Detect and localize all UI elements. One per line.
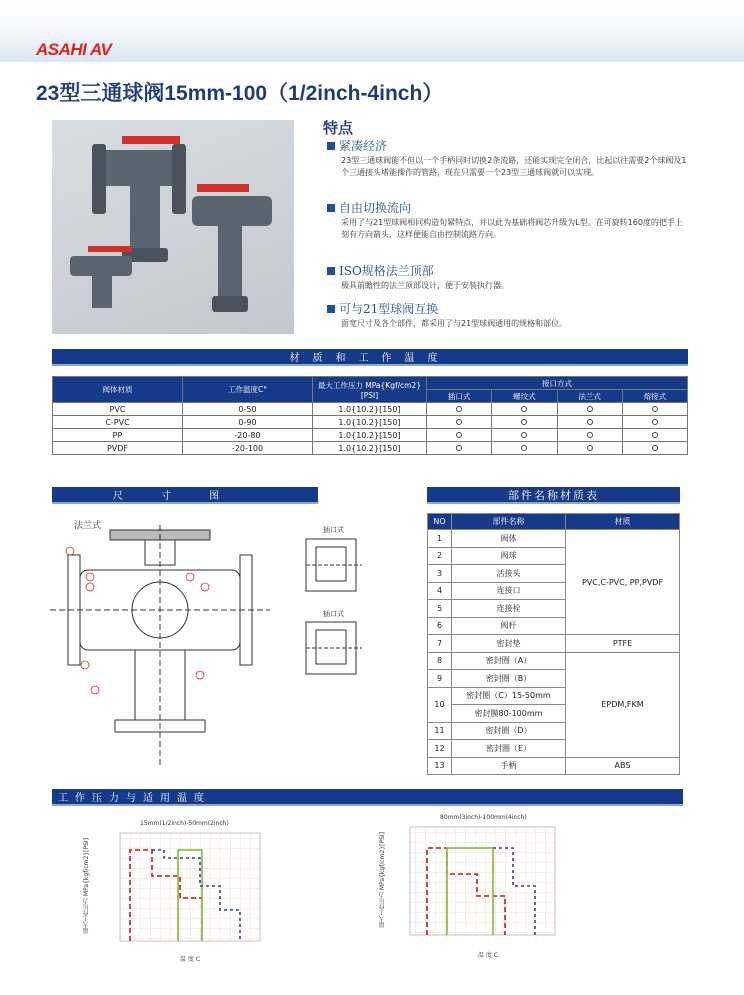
circle-icon — [587, 432, 593, 438]
header-band — [0, 0, 744, 62]
circle-icon — [521, 419, 527, 425]
socket-detail-drawing — [302, 618, 372, 680]
bullet-square-icon — [327, 267, 335, 275]
cell-temp: -20-80 — [183, 429, 313, 442]
table-row — [53, 442, 688, 455]
cell-name: 阀体 — [452, 530, 566, 548]
cell-no: 8 — [428, 652, 452, 670]
feature-item — [327, 300, 687, 330]
cell-material: PVDF — [53, 442, 183, 455]
cell-material: ABS — [566, 757, 680, 775]
feature-title: 可与21型球阀互换 — [339, 302, 439, 316]
circle-icon — [521, 432, 527, 438]
cell-no: 12 — [428, 740, 452, 758]
table-row — [428, 652, 680, 670]
cell-name: 密封膜80-100mm — [452, 705, 566, 723]
feature-item — [327, 262, 687, 292]
circle-icon — [456, 445, 462, 451]
cell-no: 10 — [428, 687, 452, 722]
circle-icon — [521, 406, 527, 412]
cell-no: 13 — [428, 757, 452, 775]
cell-material: C-PVC — [53, 416, 183, 429]
bullet-square-icon — [327, 204, 335, 212]
circle-icon — [587, 406, 593, 412]
x-axis-label: 温 度 C — [478, 952, 499, 959]
cell-pressure: 1.0{10.2}[150] — [313, 442, 427, 455]
feature-title: ISO规格法兰顶部 — [339, 264, 434, 278]
header-conn-type: 法兰式 — [557, 390, 622, 403]
cell-pressure: 1.0{10.2}[150] — [313, 429, 427, 442]
page-title: 23型三通球阀15mm-100（1/2inch-4inch） — [36, 82, 444, 105]
pressure-chart-small — [100, 828, 270, 948]
pressure-chart-large — [395, 822, 565, 942]
y-axis-label: 最大工作压力 MPa{kgf/cm2}[PSI] — [83, 838, 90, 934]
circle-icon — [456, 432, 462, 438]
header-pressure: 最大工作压力 MPa{Kgf/cm2}[PSI] — [313, 377, 427, 403]
chart-title: 15mm(1/2inch)-50mm(2inch) — [140, 820, 229, 827]
cell-material: PTFE — [566, 635, 680, 653]
header-conn-type: 插口式 — [427, 390, 492, 403]
cell-no: 5 — [428, 600, 452, 618]
cell-name: 密封圈（C）15-50mm — [452, 687, 566, 705]
product-photo — [52, 120, 294, 334]
feature-title: 自由切换流向 — [339, 201, 412, 215]
cell-name: 密封圈（A） — [452, 652, 566, 670]
parts-table — [427, 513, 680, 775]
feature-text: 面宽尺寸及各个部件，都采用了与21型球阀通用的规格和部位。 — [341, 319, 568, 328]
circle-icon — [521, 445, 527, 451]
header-body-material: 阀体材质 — [53, 377, 183, 403]
cell-no: 9 — [428, 670, 452, 688]
cell-temp: -20-100 — [183, 442, 313, 455]
feature-text: 23型三通球阀能不但以一个手柄同时切换2条流路，还能实现完全闭合，比起以往需要2个球阀及1个三通接头堵能操作的管路，现在只需要一个23型三通球阀就可以实现。 — [341, 156, 687, 177]
table-row — [53, 403, 688, 416]
circle-icon — [652, 445, 658, 451]
features-heading: 特点 — [323, 119, 354, 137]
cell-no: 4 — [428, 582, 452, 600]
circle-icon — [652, 406, 658, 412]
circle-icon — [456, 406, 462, 412]
circle-icon — [587, 419, 593, 425]
parts-section-bar: 部件名称材质表 — [427, 487, 680, 504]
feature-title: 紧凑经济 — [339, 139, 388, 153]
x-axis-label: 温 度 C — [180, 956, 201, 963]
cell-material: EPDM,FKM — [566, 652, 680, 757]
chart-title: 80mm(3inch)-100mm(4inch) — [440, 814, 527, 821]
feature-item — [327, 199, 687, 241]
pressure-section-bar: 工作压力与适用温度 — [52, 789, 683, 806]
table-row — [53, 429, 688, 442]
feature-item — [327, 137, 687, 179]
circle-icon — [652, 432, 658, 438]
cell-name: 密封圈（E） — [452, 740, 566, 758]
header-material: 材质 — [566, 514, 680, 530]
circle-icon — [456, 419, 462, 425]
cell-name: 密封圈（D） — [452, 722, 566, 740]
table-row — [428, 757, 680, 775]
bullet-square-icon — [327, 142, 335, 150]
cell-no: 7 — [428, 635, 452, 653]
cell-material: PVC — [53, 403, 183, 416]
socket-label: 插口式 — [323, 526, 344, 534]
cell-name: 阀球 — [452, 547, 566, 565]
cell-no: 6 — [428, 617, 452, 635]
cell-temp: 0-90 — [183, 416, 313, 429]
header-connection: 接口方式 — [427, 377, 688, 390]
cell-no: 1 — [428, 530, 452, 548]
header-part-name: 部件名称 — [452, 514, 566, 530]
materials-section-bar: 材质和工作温度 — [52, 349, 688, 366]
cell-name: 密封垫 — [452, 635, 566, 653]
cell-no: 2 — [428, 547, 452, 565]
cell-temp: 0-50 — [183, 403, 313, 416]
flange-label: 法兰式 — [74, 521, 102, 531]
header-temp: 工作温度C° — [183, 377, 313, 403]
cell-name: 手柄 — [452, 757, 566, 775]
circle-icon — [652, 419, 658, 425]
cell-name: 密封圈（B） — [452, 670, 566, 688]
brand-logo: ASAHI AV — [36, 40, 112, 59]
cell-no: 3 — [428, 565, 452, 583]
dimension-section-bar: 尺寸图 — [52, 487, 318, 504]
socket-label: 插口式 — [323, 610, 344, 618]
header-no: NO — [428, 514, 452, 530]
table-row — [428, 635, 680, 653]
header-conn-type: 螺纹式 — [492, 390, 557, 403]
cell-pressure: 1.0{10.2}[150] — [313, 403, 427, 416]
cell-material: PVC,C-PVC, PP,PVDF — [566, 530, 680, 635]
feature-text: 采用了与21型球阀相同构造旬紧特点，并以此为基础将阀芯升级为L型。在可旋转160度的把手上刻有方向箭头，这样便能自由控制流路方向。 — [341, 218, 683, 239]
table-row — [428, 530, 680, 548]
flange-valve-drawing — [50, 525, 290, 770]
cell-name: 连接栓 — [452, 600, 566, 618]
cell-name: 阀杆 — [452, 617, 566, 635]
cell-no: 11 — [428, 722, 452, 740]
materials-table — [52, 376, 688, 455]
table-row — [53, 416, 688, 429]
header-conn-type: 熔接式 — [622, 390, 687, 403]
cell-pressure: 1.0{10.2}[150] — [313, 416, 427, 429]
cell-name: 连接口 — [452, 582, 566, 600]
bullet-square-icon — [327, 305, 335, 313]
cell-name: 活接头 — [452, 565, 566, 583]
feature-text: 极具前瞻性的法兰顶部设计，便于安装执行器。 — [341, 281, 509, 290]
socket-detail-drawing — [302, 535, 372, 597]
y-axis-label: 最大工作压力 MPa{kgf/cm2}[PSI] — [379, 832, 386, 928]
circle-icon — [587, 445, 593, 451]
cell-material: PP — [53, 429, 183, 442]
